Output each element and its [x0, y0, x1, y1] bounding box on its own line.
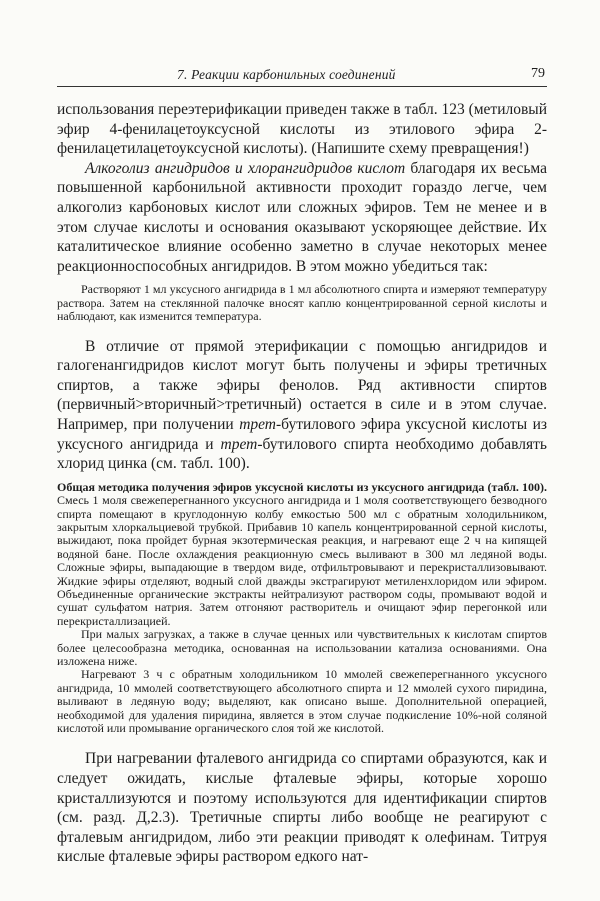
page-header — [57, 64, 547, 87]
procedure-title: Общая методика получения эфиров уксусной кислоты из уксусного ангидрида (табл. 100). — [57, 479, 547, 494]
page-number: 79 — [531, 66, 545, 81]
procedure-note-small-scale: При малых загрузках, а также в случае ценных или чувствительных к кислотам спиртов более целесообразна методика, основанная на использовании катализа основаниями. Она изложена ниже. — [57, 627, 547, 668]
italic-prefix: трет — [239, 415, 276, 433]
paragraph-anhydride-alcoholysis — [57, 159, 547, 277]
procedure-pyridine-variant: Нагревают 3 ч с обратным холодильником 10 ммолей свежеперегнанного уксусного ангидрида, 10 ммолей соответствующего абсолютного спирта и 12 ммолей сухого пиридина, выливают в ледяную воду; выделяют, как описано выше. Дополнительной операцией, необходимой для удаления пиридина, является в этом случае подкисление 10%-ной соляной кислотой или промывание органического слоя той же кислотой. — [57, 667, 547, 736]
paragraph-text: благодаря их весьма повышенной карбонильной активности проходит гораздо легче, чем алкоголиз карбоновых кислот или сложных эфиров. Тем не менее и в этом случае кислоты и основания оказывают ускоряющее действие. Их каталитическое влияние особенно заметно в случае некоторых менее реакционноспособных ангидридов. В этом можно убедиться так: — [57, 159, 547, 275]
paragraph-transesterification: использования переэтерификации приведен также в табл. 123 (метиловый эфир 4-фенилацетоуксусной кислоты из этилового эфира 2-фенилацетилацетоуксусной кислоты). (Напишите схему превращения!) — [57, 101, 548, 158]
text-run: В отличие от прямой этерификации с помощью ангидридов и галогенангидридов кислот могут быть получены и эфиры третичных спиртов, а также эфиры фенолов. Ряд активности спиртов (первичный>вторичный>третичный) остается в силе и в этом случае. Например, при получении — [57, 337, 547, 433]
page-body — [57, 100, 547, 867]
experiment-note: Растворяют 1 мл уксусного ангидрида в 1 мл абсолютного спирта и измеряют температуру раствора. Затем на стеклянной палочке вносят каплю концентрированной серной кислоты и наблюдают, как изменится температура. — [57, 282, 547, 324]
general-procedure — [57, 481, 547, 628]
text-run: -бутилового спирта необходимо добавлять хлорид цинка (см. табл. 100). — [57, 435, 547, 473]
paragraph-lead: Алкоголиз ангидридов и хлорангидридов кислот — [85, 159, 406, 177]
procedure-text: Смесь 1 моля свежеперегнанного уксусного ангидрида и 1 моля соответствующего безводного спирта помещают в круглодонную колбу емкостью 500 мл с обратным холодильником, закрытым хлоркальциевой трубкой. Прибавив 10 капель концентрированной серной кислоты, выжидают, пока пройдет бурная экзотермическая реакция, и нагревают еще 2 ч на кипящей водяной бане. После охлаждения реакционную смесь выливают в 300 мл ледяной воды. Сложные эфиры, выпадающие в твердом виде, отфильтровывают и перекристаллизовывают. Жидкие эфиры отделяют, водный слой дважды экстрагируют метиленхлоридом или эфиром. Объединенные органические экстракты нейтрализуют раствором соды, промывают водой и сушат сульфатом натрия. Затем отгоняют растворитель и очищают эфир перегонкой или перекристаллизацией. — [57, 493, 547, 628]
paragraph-tertiary-esters — [57, 337, 547, 474]
italic-prefix: трет — [220, 435, 258, 453]
text-run: -бутилового эфира уксусной кислоты из уксусного ангидрида и — [57, 415, 548, 453]
paragraph-phthalic-anhydride: При нагревании фталевого ангидрида со спиртами образуются, как и следует ожидать, кислые фталевые эфиры, которые хорошо кристаллизуются и поэтому используются для идентификации спиртов (см. разд. Д,2.3). Третичные спирты либо вообще не реагируют с фталевым ангидридом, либо эти реакции приводят к олефинам. Титруя кислые фталевые эфиры раствором едкого нат- — [57, 750, 547, 866]
running-head: 7. Реакции карбонильных соединений — [177, 67, 396, 82]
